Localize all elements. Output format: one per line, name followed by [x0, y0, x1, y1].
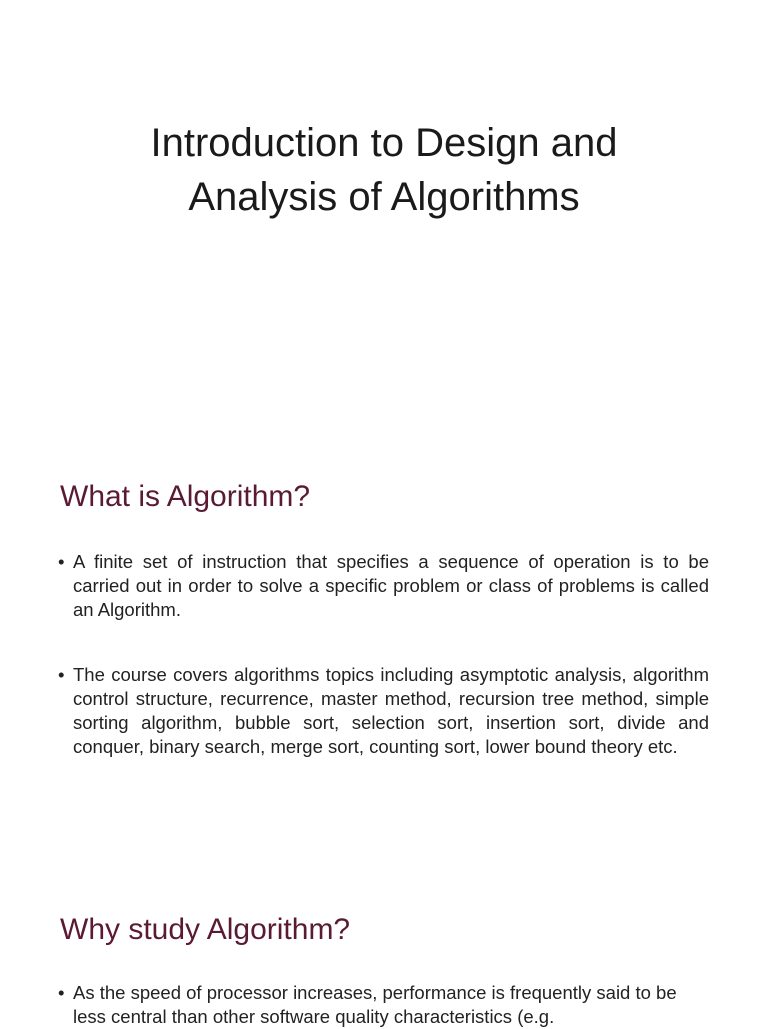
- bullet-item: [58, 663, 709, 760]
- slide-heading: Why study Algorithm?: [60, 913, 351, 946]
- main-title: [0, 116, 768, 224]
- bullet-item: [58, 550, 709, 623]
- slide-why-study-algorithm: [0, 860, 768, 1028]
- title-slide: [0, 0, 768, 430]
- slide-heading: What is Algorithm?: [60, 480, 311, 513]
- bullet-text: As the speed of processor increases, performance is frequently said to be less central than other software quality characteristics (e.g.: [73, 982, 677, 1028]
- bullet-text: A finite set of instruction that specifies a sequence of operation is to be carried out in order to solve a specific problem or class of problems is called an Algorithm.: [73, 551, 709, 621]
- bullet-icon: •: [58, 551, 65, 572]
- main-title-line-1: Introduction to Design and: [150, 121, 618, 165]
- bullet-icon: •: [58, 663, 65, 685]
- bullet-list: [58, 981, 709, 1029]
- bullet-list: [58, 550, 709, 759]
- bullet-icon: •: [58, 982, 65, 1003]
- bullet-text: The course covers algorithms topics including asymptotic analysis, algorithm control structure, recurrence, master method, recursion tree method, simple sorting algorithm, bubble sort, selection sort, insertion sort, divide and conquer, binary search, merge sort, counting sort, lower bound theory etc.: [73, 663, 709, 758]
- slide-what-is-algorithm: [0, 430, 768, 860]
- main-title-line-2: Analysis of Algorithms: [188, 175, 580, 219]
- bullet-item: [58, 981, 709, 1029]
